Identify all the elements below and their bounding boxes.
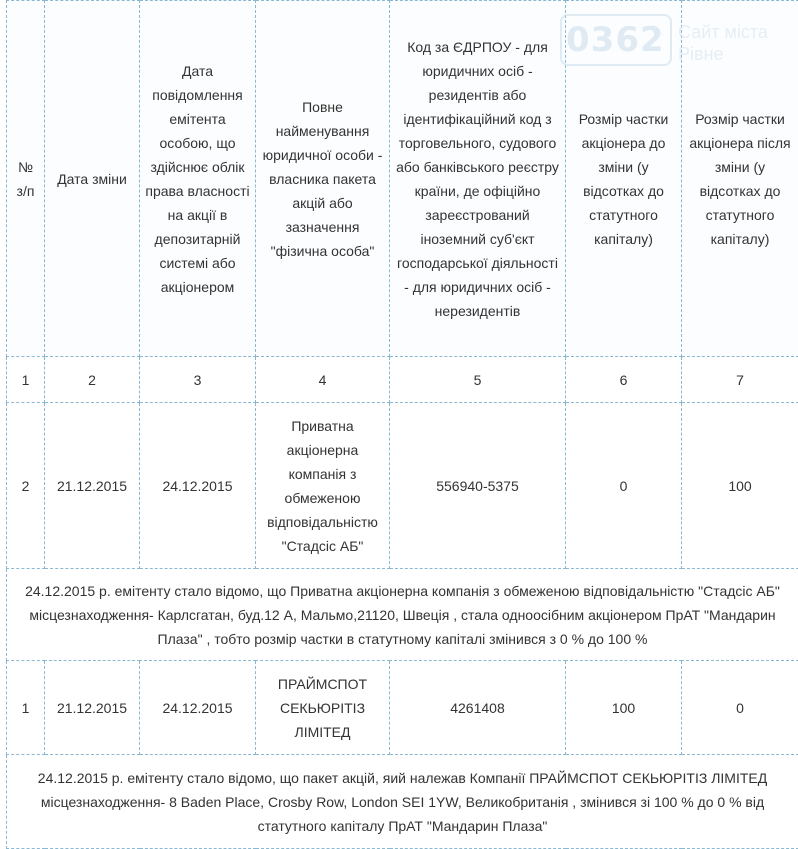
- header-notice-date: Дата повідомлення емітента особою, що здійснює облік права власності на акції в депозитарній системі або акціонером: [140, 1, 256, 357]
- note-row: [7, 569, 798, 661]
- header-code: Код за ЄДРПОУ - для юридичних осіб - резидентів або ідентифікаційний код з торговельного, судового або банківського реєстру країни, де офіційно зареєстрований іноземний суб'єкт господарської діяльності - для юридичних осіб - нерезидентів: [390, 1, 566, 357]
- column-number: 2: [45, 357, 140, 403]
- header-share-after: Розмір частки акціонера після зміни (у відсотках до статутного капіталу): [682, 1, 798, 357]
- row-number: 1: [7, 661, 45, 755]
- column-number: 7: [682, 357, 798, 403]
- table-row: [7, 403, 798, 569]
- row-code: 556940-5375: [390, 403, 566, 569]
- column-number: 5: [390, 357, 566, 403]
- header-share-before: Розмір частки акціонера до зміни (у відсотках до статутного капіталу): [566, 1, 682, 357]
- column-number: 3: [140, 357, 256, 403]
- row-change-date: 21.12.2015: [45, 661, 140, 755]
- column-number: 4: [256, 357, 390, 403]
- note-row: [7, 755, 798, 849]
- table-row: [7, 661, 798, 755]
- row-share-after: 100: [682, 403, 798, 569]
- row-share-after: 0: [682, 661, 798, 755]
- row-notice-date: 24.12.2015: [140, 661, 256, 755]
- row-share-before: 100: [566, 661, 682, 755]
- row-notice-date: 24.12.2015: [140, 403, 256, 569]
- column-number: 6: [566, 357, 682, 403]
- column-numbers-row: [7, 357, 798, 403]
- column-number: 1: [7, 357, 45, 403]
- header-row: [7, 1, 798, 357]
- row-note: 24.12.2015 р. емітенту стало відомо, що Приватна акціонерна компанія з обмеженою відповідальністю "Стадсіс АБ" місцезнаходження- Карлсгатан, буд.12 А, Мальмо,21120, Швеція , стала одноосібним акціонером ПрАТ "Мандарин Плаза" , тобто розмір частки в статутному капіталі змінився з 0 % до 100 %: [7, 569, 798, 661]
- row-code: 4261408: [390, 661, 566, 755]
- row-note: 24.12.2015 р. емітенту стало відомо, що пакет акцій, яий належав Компанії ПРАЙМСПОТ СЕКЬЮРІТІЗ ЛІМІТЕД місцезнаходження- 8 Baden Place, Crosby Row, London SEI 1YW, Великобританія , змінився зі 100 % до 0 % від статутного капіталу ПрАТ "Мандарин Плаза": [7, 755, 798, 849]
- row-owner-name: ПРАЙМСПОТ СЕКЬЮРІТІЗ ЛІМІТЕД: [256, 661, 390, 755]
- header-number: № з/п: [7, 1, 45, 357]
- row-number: 2: [7, 403, 45, 569]
- row-share-before: 0: [566, 403, 682, 569]
- header-owner-name: Повне найменування юридичної особи - власника пакета акцій або зазначення "фізична особа": [256, 1, 390, 357]
- watermark-line2: Рівне: [678, 44, 724, 65]
- header-change-date: Дата зміни: [45, 1, 140, 357]
- watermark-number: 0362: [566, 20, 665, 60]
- shareholder-changes-table: [6, 0, 798, 849]
- row-owner-name: Приватна акціонерна компанія з обмеженою відповідальністю "Стадсіс АБ": [256, 403, 390, 569]
- watermark-line1: Сайт міста: [678, 22, 768, 43]
- row-change-date: 21.12.2015: [45, 403, 140, 569]
